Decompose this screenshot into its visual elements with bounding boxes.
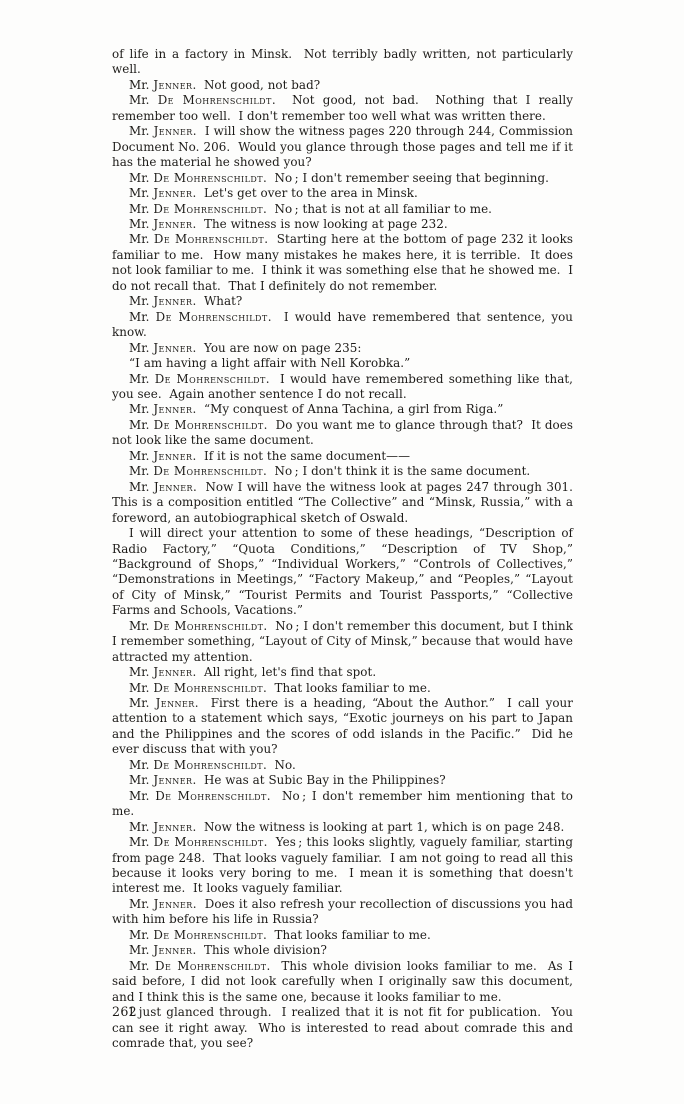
speaker-name: De Mohrenschildt xyxy=(157,93,272,108)
speaker-name: De Mohrenschildt xyxy=(153,680,264,695)
transcript-paragraph: I just glanced through. I realized that it is not fit for publication. You can see it right away. Who is interested to read about comrade this and comrade that, you see? xyxy=(112,1005,577,1050)
speaker-honorific: Mr. xyxy=(129,927,154,942)
transcript-paragraph: Mr. Jenner. Does it also refresh your recollection of discussions you had with him before his life in Russia? xyxy=(112,896,577,927)
speaker-honorific: Mr. xyxy=(129,216,154,231)
page-number: 262 xyxy=(112,1004,137,1019)
speaker-honorific: Mr. xyxy=(129,186,154,201)
speaker-honorific: Mr. xyxy=(129,294,154,309)
speaker-name: Jenner xyxy=(153,896,193,911)
speaker-honorific: Mr. xyxy=(129,680,154,695)
transcript-paragraph: Mr. Jenner. You are now on page 235: xyxy=(129,340,362,355)
speaker-honorific: Mr. xyxy=(129,479,154,494)
speaker-honorific: Mr. xyxy=(129,958,156,973)
speaker-name: De Mohrenschildt xyxy=(153,757,264,772)
speaker-honorific: Mr. xyxy=(129,402,154,417)
speaker-honorific: Mr. xyxy=(129,93,158,108)
transcript-paragraph: Mr. De Mohrenschildt. No. xyxy=(129,757,296,772)
transcript-paragraph: Mr. De Mohrenschildt. No ; that is not at all familiar to me. xyxy=(129,201,493,216)
transcript-paragraph: Mr. Jenner. The witness is now looking at page 232. xyxy=(129,216,448,231)
transcript-paragraph: Mr. Jenner. Now I will have the witness look at pages 247 through 301. This is a composition entitled “The Collective” and “Minsk, Russia,” with a foreword, an autobiographical sketch of Oswald. xyxy=(112,479,581,525)
transcript-paragraph: Mr. Jenner. I will show the witness pages 220 through 244, Commission Document No. 206. Would you glance through those pages and tell me if it has the material he showed you? xyxy=(112,124,577,170)
transcript-paragraph: I will direct your attention to some of these headings, “Description of Radio Factory,” “Quota Conditions,” “Description of TV Shop,” “Background of Shops,” “Individual Workers,” “Controls of Collectives,” “Demonstrations in Meetings,” “Factory Makeup,” and “Peoples,” “Layout of City of Minsk,” “Tourist Permits and Tourist Passports,” “Collective Farms and Schools, Vacations.” xyxy=(112,526,577,618)
transcript-paragraph: Mr. Jenner. What? xyxy=(129,294,243,309)
speaker-name: De Mohrenschildt xyxy=(155,309,268,324)
transcript-paragraph: Mr. De Mohrenschildt. Not good, not bad. Nothing that I really remember too well. I don't remember too well what was written there. xyxy=(112,93,577,123)
transcript-paragraph: Mr. De Mohrenschildt. I would have remembered that sentence, you know. xyxy=(112,309,577,340)
speaker-name: Jenner xyxy=(153,124,193,139)
transcript-paragraph: Mr. De Mohrenschildt. This whole division looks familiar to me. As I said before, I did not look carefully when I originally saw this document, and I think this is the same one, because it looks familiar to me. xyxy=(112,958,577,1004)
speaker-name: De Mohrenschildt xyxy=(153,835,264,850)
speaker-honorific: Mr. xyxy=(129,371,155,386)
speaker-honorific: Mr. xyxy=(129,448,154,463)
speaker-honorific: Mr. xyxy=(129,232,154,247)
speaker-honorific: Mr. xyxy=(129,757,154,772)
speaker-name: Jenner xyxy=(153,294,193,309)
speaker-name: Jenner xyxy=(153,216,193,231)
transcript-paragraph: Mr. De Mohrenschildt. No ; I don't think it is the same document. xyxy=(129,464,531,479)
speaker-honorific: Mr. xyxy=(129,340,154,355)
speaker-honorific: Mr. xyxy=(129,788,156,803)
transcript-paragraph: Mr. Jenner. All right, let's find that spot. xyxy=(129,665,377,680)
speaker-honorific: Mr. xyxy=(129,696,156,711)
transcript-paragraph: Mr. De Mohrenschildt. I would have remembered something like that, you see. Again another sentence I do not recall. xyxy=(112,371,577,401)
speaker-name: De Mohrenschildt xyxy=(155,958,267,973)
speaker-name: Jenner xyxy=(153,77,193,92)
speaker-name: De Mohrenschildt xyxy=(153,618,264,633)
speaker-name: Jenner xyxy=(153,186,193,201)
speaker-honorific: Mr. xyxy=(129,943,154,958)
transcript-paragraph: Mr. Jenner. First there is a heading, “About the Author.” I call your attention to a statement which says, “Exotic journeys on his part to Japan and the Philippines and the scores of odd islands in the Pacific.” Did he ever discuss that with you? xyxy=(112,696,577,757)
speaker-name: Jenner xyxy=(153,479,193,494)
transcript-paragraph: Mr. De Mohrenschildt. Do you want me to glance through that? It does not look like the same document. xyxy=(112,417,577,448)
speaker-honorific: Mr. xyxy=(129,124,154,139)
speaker-honorific: Mr. xyxy=(129,896,154,911)
speaker-name: Jenner xyxy=(155,696,195,711)
speaker-name: De Mohrenschildt xyxy=(153,170,264,185)
speaker-name: De Mohrenschildt xyxy=(153,232,265,247)
speaker-name: Jenner xyxy=(153,665,193,680)
transcript-paragraph: Mr. Jenner. He was at Subic Bay in the Philippines? xyxy=(129,773,446,788)
speaker-honorific: Mr. xyxy=(129,665,154,680)
speaker-honorific: Mr. xyxy=(129,309,156,324)
transcript-paragraph: Mr. Jenner. Now the witness is looking at part 1, which is on page 248. xyxy=(129,819,565,834)
speaker-honorific: Mr. xyxy=(129,170,154,185)
speaker-name: De Mohrenschildt xyxy=(154,371,266,386)
speaker-name: De Mohrenschildt xyxy=(153,464,264,479)
speaker-name: Jenner xyxy=(153,448,193,463)
speaker-name: Jenner xyxy=(153,943,193,958)
speaker-name: Jenner xyxy=(153,402,193,417)
transcript-paragraph: Mr. De Mohrenschildt. That looks familiar to me. xyxy=(129,927,431,942)
speaker-honorific: Mr. xyxy=(129,835,154,850)
transcript-paragraph: Mr. De Mohrenschildt. Starting here at the bottom of page 232 it looks familiar to me. How many mistakes he makes here, it is terrible. It does not look familiar to me. I think it was something else that he showed me. I do not recall that. That I definitely do not remember. xyxy=(112,232,577,293)
speaker-honorific: Mr. xyxy=(129,819,154,834)
transcript-paragraph: Mr. De Mohrenschildt. That looks familiar to me. xyxy=(129,680,431,695)
speaker-name: De Mohrenschildt xyxy=(153,201,264,216)
speaker-honorific: Mr. xyxy=(129,417,154,432)
transcript-paragraph: of life in a factory in Minsk. Not terribly badly written, not particularly well. xyxy=(112,47,577,77)
transcript-paragraph: Mr. Jenner. Not good, not bad? xyxy=(129,77,321,92)
speaker-honorific: Mr. xyxy=(129,464,154,479)
transcript-paragraph: Mr. Jenner. If it is not the same document—— xyxy=(129,448,411,463)
speaker-honorific: Mr. xyxy=(129,77,154,92)
transcript-paragraph: Mr. De Mohrenschildt. No ; I don't remember him mentioning that to me. xyxy=(112,788,577,819)
transcript-paragraph: Mr. Jenner. This whole division? xyxy=(129,943,327,958)
speaker-name: De Mohrenschildt xyxy=(155,788,267,803)
speaker-honorific: Mr. xyxy=(129,618,154,633)
transcript-paragraph: Mr. Jenner. Let's get over to the area in Minsk. xyxy=(129,186,418,201)
speaker-name: De Mohrenschildt xyxy=(153,927,264,942)
speaker-name: Jenner xyxy=(153,819,193,834)
speaker-honorific: Mr. xyxy=(129,201,154,216)
transcript-body xyxy=(112,47,581,1051)
speaker-honorific: Mr. xyxy=(129,773,154,788)
speaker-name: De Mohrenschildt xyxy=(153,417,264,432)
speaker-name: Jenner xyxy=(153,340,193,355)
speaker-name: Jenner xyxy=(153,773,193,788)
transcript-paragraph: Mr. Jenner. “My conquest of Anna Tachina, a girl from Riga.” xyxy=(129,402,504,417)
transcript-paragraph: “I am having a light affair with Nell Korobka.” xyxy=(129,356,411,371)
transcript-paragraph: Mr. De Mohrenschildt. No ; I don't remember this document, but I think I remember something, “Layout of City of Minsk,” because that would have attracted my attention. xyxy=(112,618,577,664)
transcript-paragraph: Mr. De Mohrenschildt. No ; I don't remember seeing that beginning. xyxy=(129,170,549,185)
transcript-paragraph: Mr. De Mohrenschildt. Yes ; this looks slightly, vaguely familiar, starting from page 248. That looks vaguely familiar. I am not going to read all this because it looks very boring to me. I mean it is something that doesn't interest me. It looks vaguely familiar. xyxy=(112,835,577,896)
